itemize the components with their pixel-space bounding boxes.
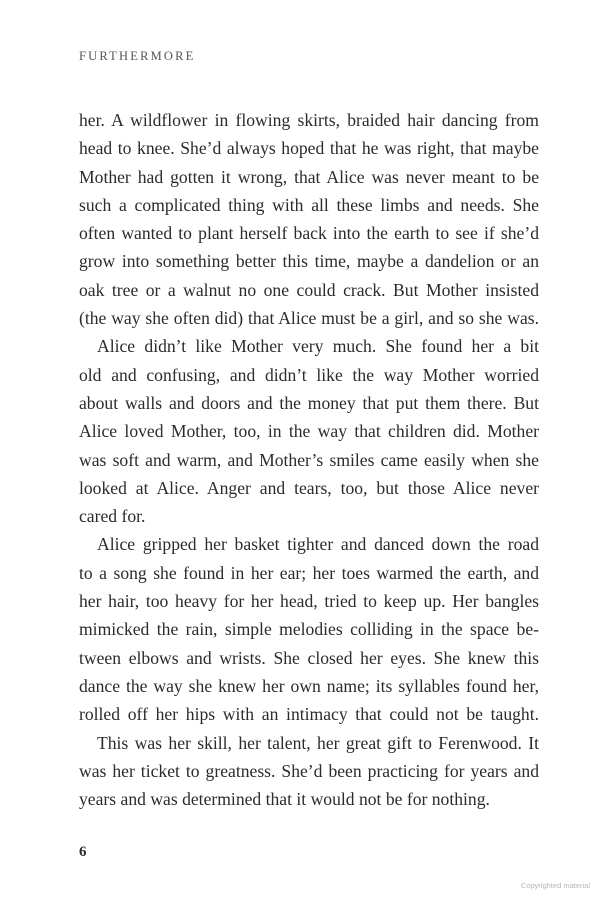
text-line: to a song she found in her ear; her toes warmed the earth, and [79, 562, 539, 583]
text-line: was her ticket to greatness. She’d been practicing for years and [79, 760, 539, 781]
copyright-note: Copyrighted material [520, 881, 590, 890]
text-line: Alice gripped her basket tighter and danced down the road [97, 534, 539, 555]
text-line: such a complicated thing with all these limbs and needs. She [79, 194, 539, 215]
text-line: grow into something better this time, maybe a dandelion or an [79, 251, 539, 272]
paragraph [79, 530, 539, 728]
text-line: Mother had gotten it wrong, that Alice was never meant to be [79, 166, 539, 187]
text-line: rolled off her hips with an intimacy that could not be taught. [79, 704, 539, 725]
paragraph [79, 106, 539, 332]
text-line: Alice didn’t like Mother very much. She found her a bit [97, 336, 539, 357]
paragraph [79, 729, 539, 814]
text-line: (the way she often did) that Alice must be a girl, and so she was. [79, 308, 539, 329]
paragraph [79, 332, 539, 530]
text-line: about walls and doors and the money that put them there. But [79, 392, 539, 413]
body-text [79, 106, 539, 813]
text-line: dance the way she knew her own name; its syllables found her, [79, 675, 539, 696]
text-line: oak tree or a walnut no one could crack. But Mother insisted [79, 279, 539, 300]
page-number: 6 [79, 844, 87, 860]
running-head: FURTHERMORE [79, 49, 196, 63]
text-line: looked at Alice. Anger and tears, too, but those Alice never [79, 477, 539, 498]
text-line: old and confusing, and didn’t like the way Mother worried [79, 364, 539, 385]
text-line: tween elbows and wrists. She closed her eyes. She knew this [79, 647, 539, 668]
text-line: was soft and warm, and Mother’s smiles came easily when she [79, 449, 539, 470]
text-line: This was her skill, her talent, her great gift to Ferenwood. It [97, 732, 539, 753]
text-line: her. A wildflower in flowing skirts, braided hair dancing from [79, 110, 539, 130]
text-line: cared for. [79, 506, 146, 527]
text-line: often wanted to plant herself back into the earth to see if she’d [79, 223, 539, 244]
text-line: head to knee. She’d always hoped that he was right, that maybe [79, 138, 539, 159]
text-line: her hair, too heavy for her head, tried to keep up. Her bangles [79, 591, 539, 612]
text-line: Alice loved Mother, too, in the way that children did. Mother [79, 421, 539, 442]
text-line: years and was determined that it would not be for nothing. [79, 789, 490, 810]
text-line: mimicked the rain, simple melodies colliding in the space be- [79, 619, 539, 640]
